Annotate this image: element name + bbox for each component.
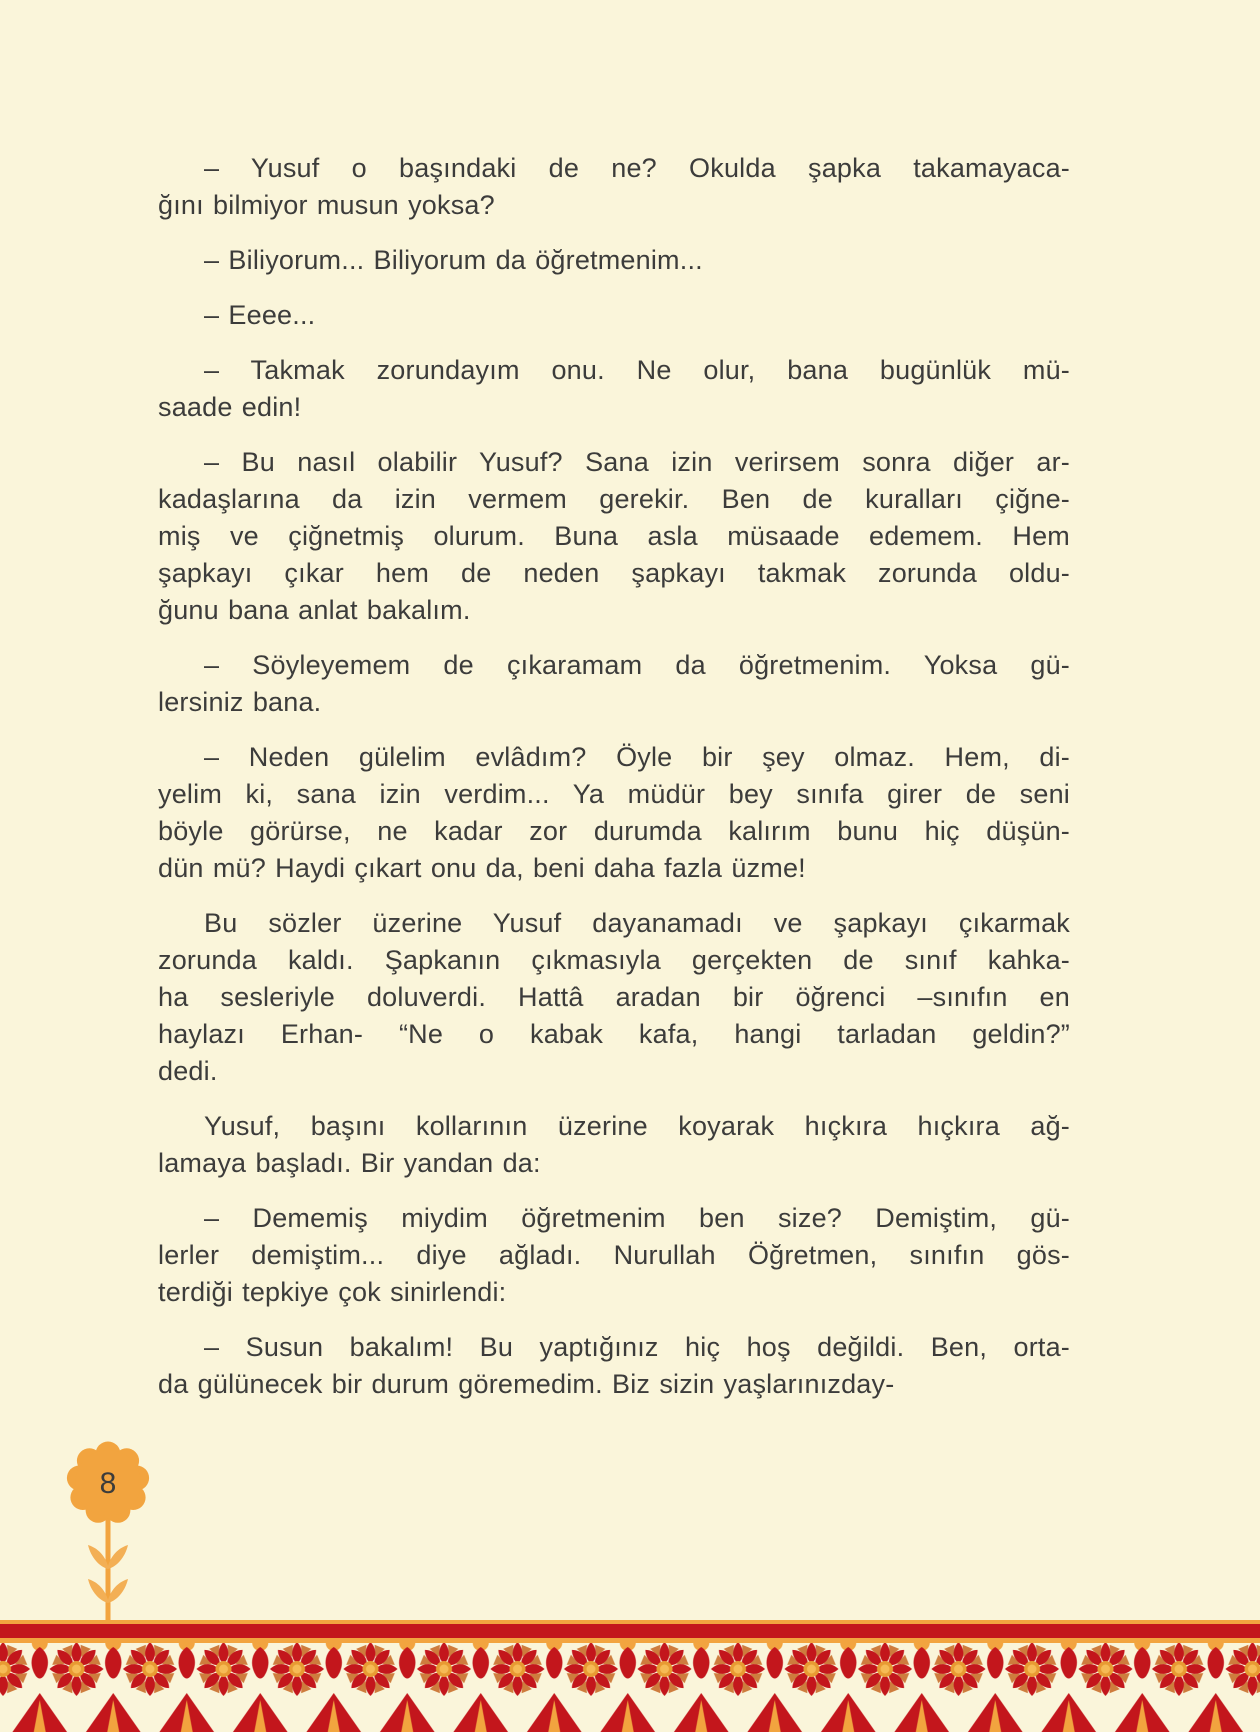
paragraph xyxy=(158,739,1070,887)
text-line: – Takmak zorundayım onu. Ne olur, bana bugünlük mü- xyxy=(204,355,1070,385)
text-line: – Söyleyemem de çıkaramam da öğretmenim. Yoksa gü- xyxy=(204,650,1070,680)
text-line: – Eeee... xyxy=(204,300,316,330)
paragraph xyxy=(158,297,1070,334)
border-second-orange-line xyxy=(0,1638,1260,1643)
text-line: haylazı Erhan- “Ne o kabak kafa, hangi tarladan geldin?” xyxy=(158,1019,1070,1049)
text-line: Bu sözler üzerine Yusuf dayanamadı ve şapkayı çıkarmak xyxy=(204,908,1070,938)
text-line: lerler demiştim... diye ağladı. Nurullah Öğretmen, sınıfın gös- xyxy=(158,1240,1070,1270)
paragraph xyxy=(158,150,1070,224)
text-line: – Dememiş miydim öğretmenim ben size? Demiştim, gü- xyxy=(204,1203,1070,1233)
text-line: şapkayı çıkar hem de neden şapkayı takmak zorunda oldu- xyxy=(158,558,1070,588)
text-line: ha sesleriyle doluverdi. Hattâ aradan bir öğrenci –sınıfın en xyxy=(158,982,1070,1012)
paragraph xyxy=(158,1108,1070,1182)
paragraph xyxy=(158,1329,1070,1403)
text-line: miş ve çiğnetmiş olurum. Buna asla müsaade edemem. Hem xyxy=(158,521,1070,551)
border-flower-triangle-row xyxy=(0,1643,1260,1732)
paragraph xyxy=(158,444,1070,629)
text-line: dün mü? Haydi çıkart onu da, beni daha fazla üzme! xyxy=(158,853,806,883)
text-line: da gülünecek bir durum göremedim. Biz sizin yaşlarınızday- xyxy=(158,1369,895,1399)
page-number: 8 xyxy=(99,1467,117,1500)
text-line: dedi. xyxy=(158,1056,218,1086)
flower-disc xyxy=(67,1442,149,1523)
text-line: – Biliyorum... Biliyorum da öğretmenim... xyxy=(204,245,703,275)
bottom-border-ornament xyxy=(0,1620,1260,1732)
text-line: – Susun bakalım! Bu yaptığınız hiç hoş değildi. Ben, orta- xyxy=(204,1332,1070,1362)
text-line: kadaşlarına da izin vermem gerekir. Ben de kuralları çiğne- xyxy=(158,484,1070,514)
text-line: – Yusuf o başındaki de ne? Okulda şapka takamayaca- xyxy=(204,153,1070,183)
text-line: – Bu nasıl olabilir Yusuf? Sana izin verirsem sonra diğer ar- xyxy=(204,447,1070,477)
text-line: zorunda kaldı. Şapkanın çıkmasıyla gerçekten de sınıf kahka- xyxy=(158,945,1070,975)
text-line: ğunu bana anlat bakalım. xyxy=(158,595,471,625)
text-line: Yusuf, başını kollarının üzerine koyarak hıçkıra hıçkıra ağ- xyxy=(204,1111,1070,1141)
text-line: saade edin! xyxy=(158,392,302,422)
border-red-band xyxy=(0,1624,1260,1638)
page-number-flower xyxy=(58,1437,158,1643)
text-line: – Neden gülelim evlâdım? Öyle bir şey olmaz. Hem, di- xyxy=(204,742,1070,772)
text-line: ğını bilmiyor musun yoksa? xyxy=(158,190,495,220)
border-top-orange-line xyxy=(0,1620,1260,1624)
text-line: böyle görürse, ne kadar zor durumda kalırım bunu hiç düşün- xyxy=(158,816,1070,846)
paragraph xyxy=(158,647,1070,721)
page-text xyxy=(158,150,1070,1421)
text-line: lersiniz bana. xyxy=(158,687,322,717)
paragraph xyxy=(158,352,1070,426)
text-line: yelim ki, sana izin verdim... Ya müdür bey sınıfa girer de seni xyxy=(158,779,1070,809)
text-line: terdiği tepkiye çok sinirlendi: xyxy=(158,1277,507,1307)
paragraph xyxy=(158,242,1070,279)
paragraph xyxy=(158,1200,1070,1311)
paragraph xyxy=(158,905,1070,1090)
text-line: lamaya başladı. Bir yandan da: xyxy=(158,1148,541,1178)
